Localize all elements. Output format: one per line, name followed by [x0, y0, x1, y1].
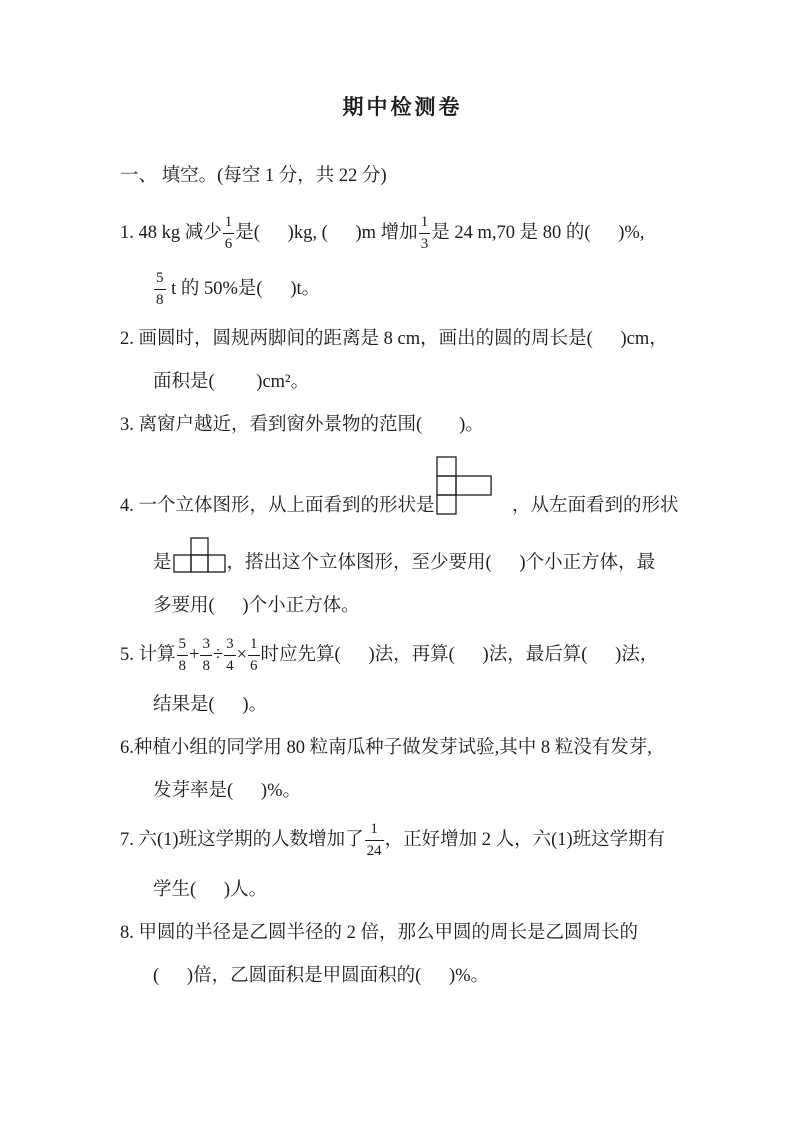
question-text: 多要用( )个小正方体。	[153, 596, 360, 616]
question-text: 4. 一个立体图形，从上面看到的形状是	[120, 496, 435, 516]
fraction	[419, 215, 431, 252]
fraction-denominator: 6	[223, 233, 235, 252]
question-text: 结果是( )。	[153, 695, 268, 715]
question-7-line	[120, 878, 685, 902]
question-text: 是	[153, 553, 172, 573]
fraction-denominator: 24	[365, 840, 384, 859]
fraction-numerator: 5	[178, 636, 187, 652]
question-text: 时应先算( )法，再算( )法，最后算( )法，	[260, 644, 659, 665]
question-text: ( )倍，乙圆面积是甲圆面积的( )%。	[153, 966, 490, 986]
question-6-line	[120, 779, 685, 803]
question-7-line	[120, 822, 685, 859]
question-text: 3. 离窗户越近，看到窗外景物的范围( )。	[120, 415, 484, 435]
section-heading: 一、 填空。(每空 1 分，共 22 分)	[120, 166, 387, 186]
question-text: 7. 六(1)班这学期的人数增加了	[120, 829, 364, 850]
question-text: ÷	[212, 644, 224, 665]
fraction-numerator: 1	[420, 214, 429, 230]
left-view-grid-shape	[173, 537, 226, 573]
fraction-denominator: 8	[154, 289, 166, 308]
question-text: 是 24 m,70 是 80 的( )%,	[431, 222, 645, 243]
fraction	[224, 637, 236, 674]
question-2-line	[120, 370, 685, 394]
question-text: 1. 48 kg 减少	[120, 222, 222, 243]
question-text: t 的 50%是( )t。	[166, 278, 321, 299]
question-1-line	[120, 271, 685, 308]
question-2-line	[120, 327, 685, 351]
fraction-denominator: 3	[419, 233, 431, 252]
fraction-numerator: 3	[202, 636, 210, 652]
question-5	[120, 637, 685, 717]
fraction	[200, 637, 212, 674]
question-text: 6.种植小组的同学用 80 粒南瓜种子做发芽试验,其中 8 粒没有发芽,	[120, 738, 652, 758]
fraction-denominator: 6	[248, 655, 260, 674]
fraction-denominator: 8	[177, 655, 189, 674]
question-text: ，从左面看到的形状	[493, 496, 679, 516]
top-view-grid-shape	[436, 456, 493, 515]
question-text: ，搭出这个立体图形，至少要用( )个小正方体，最	[226, 553, 656, 573]
fraction-numerator: 3	[226, 636, 234, 652]
question-1-line	[120, 215, 685, 252]
question-text: 面积是( )cm²。	[153, 372, 310, 392]
question-8-line	[120, 921, 685, 945]
question-4-line	[120, 594, 685, 618]
paper-title: 期中检测卷	[342, 96, 463, 119]
question-4-line	[120, 537, 685, 575]
fraction-numerator: 1	[370, 821, 378, 837]
question-text: 8. 甲圆的半径是乙圆半径的 2 倍，那么甲圆的周长是乙圆周长的	[120, 923, 639, 943]
question-4-line	[120, 456, 685, 518]
question-text: ，正好增加 2 人，六(1)班这学期有	[384, 829, 666, 850]
question-8-line	[120, 964, 685, 988]
fraction-numerator: 1	[250, 636, 258, 652]
fraction	[223, 215, 235, 252]
question-6	[120, 736, 685, 803]
question-2	[120, 327, 685, 394]
question-5-line	[120, 693, 685, 717]
question-text: 2. 画圆时，圆规两脚间的距离是 8 cm，画出的圆的周长是( )cm，	[120, 329, 668, 349]
fraction	[248, 637, 260, 674]
question-text: 是( )kg, ( )m 增加	[235, 222, 418, 243]
fraction	[365, 822, 384, 859]
question-text: 学生( )人。	[153, 880, 268, 900]
question-1	[120, 215, 685, 308]
question-text: 5. 计算	[120, 644, 176, 665]
fraction-denominator: 8	[200, 655, 212, 674]
question-3-line	[120, 413, 685, 437]
question-8	[120, 921, 685, 988]
fraction-denominator: 4	[224, 655, 236, 674]
fraction	[177, 637, 189, 674]
question-7	[120, 822, 685, 902]
question-6-line	[120, 736, 685, 760]
question-5-line	[120, 637, 685, 674]
fraction	[154, 271, 166, 308]
question-text: +	[189, 644, 200, 665]
questions-list	[120, 215, 685, 988]
question-text: 发芽率是( )%。	[153, 781, 301, 801]
question-text: ×	[236, 644, 248, 665]
fraction-numerator: 1	[224, 214, 233, 230]
question-3	[120, 413, 685, 437]
question-4	[120, 456, 685, 618]
fraction-numerator: 5	[156, 270, 164, 286]
